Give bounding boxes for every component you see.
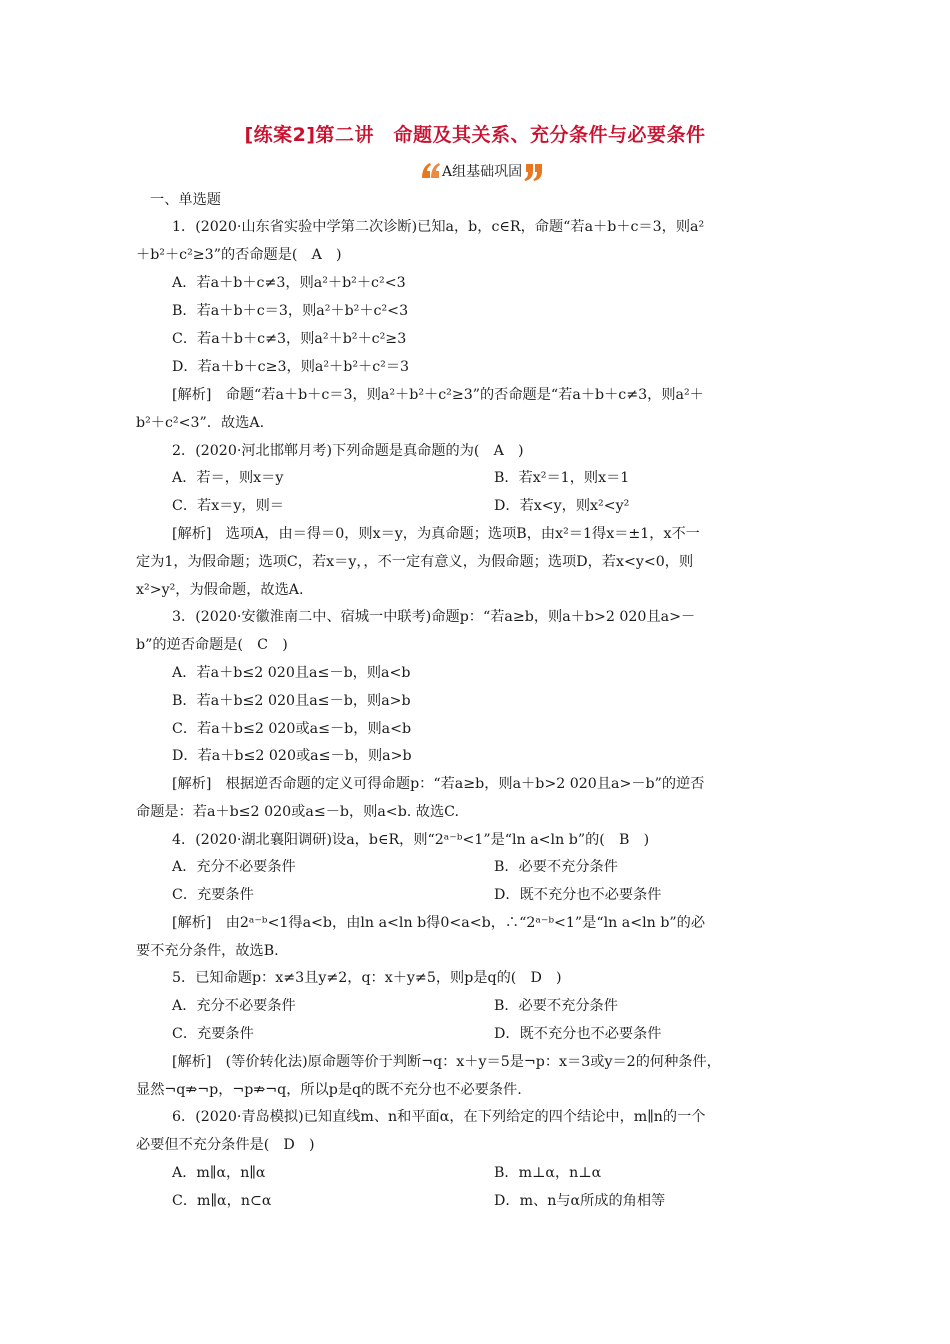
text-line: D．若a＋b≤2 020或a≤－b，则a>b bbox=[172, 748, 412, 764]
text-line: C．充要条件 bbox=[172, 1026, 254, 1042]
text-line: A．充分不必要条件 bbox=[172, 998, 296, 1014]
text-line: ＋b²＋c²≥3”的否命题是( A ) bbox=[136, 247, 342, 263]
text-line: C．m∥α，n⊂α bbox=[172, 1193, 272, 1209]
text-line: B．必要不充分条件 bbox=[494, 859, 618, 875]
text-line: b”的逆否命题是( C ) bbox=[136, 637, 288, 653]
open-quote-icon bbox=[420, 160, 440, 182]
text-line: [解析] 根据逆否命题的定义可得命题p：“若a≥b，则a＋b>2 020且a>－b”的逆否 bbox=[172, 776, 705, 792]
text-line: [解析] 由2ᵃ⁻ᵇ<1得a<b，由ln a<ln b得0<a<b，∴“2ᵃ⁻ᵇ<1”是“ln a<ln b”的必 bbox=[172, 915, 706, 931]
text-line: 命题是：若a＋b≤2 020或a≤－b，则a<b. 故选C. bbox=[136, 804, 460, 820]
section-badge bbox=[420, 158, 544, 184]
text-line: D．若a＋b＋c≥3，则a²＋b²＋c²＝3 bbox=[172, 359, 410, 375]
text-line: D．若x<y，则x²<y² bbox=[494, 498, 630, 514]
text-line: A．m∥α，n∥α bbox=[172, 1165, 266, 1181]
text-line: b²＋c²<3”．故选A. bbox=[136, 415, 265, 431]
text-line: B．必要不充分条件 bbox=[494, 998, 618, 1014]
text-line: x²>y²，为假命题，故选A. bbox=[136, 582, 304, 598]
text-line: A．若a＋b＋c≠3，则a²＋b²＋c²<3 bbox=[172, 275, 406, 291]
text-line: A．充分不必要条件 bbox=[172, 859, 296, 875]
text-line: [解析] (等价转化法)原命题等价于判断¬q：x＋y＝5是¬p：x＝3或y＝2的何种条件， bbox=[172, 1054, 721, 1070]
text-line: B．若x²＝1，则x＝1 bbox=[494, 470, 630, 486]
text-line: B．若a＋b≤2 020且a≤－b，则a>b bbox=[172, 693, 411, 709]
close-quote-icon bbox=[524, 160, 544, 182]
text-line: 1．(2020·山东省实验中学第二次诊断)已知a，b，c∈R，命题“若a＋b＋c＝3，则a² bbox=[172, 219, 705, 235]
text-line: D．既不充分也不必要条件 bbox=[494, 1026, 662, 1042]
text-line: 必要但不充分条件是( D ) bbox=[136, 1137, 315, 1153]
text-line: C．充要条件 bbox=[172, 887, 254, 903]
text-line: 4．(2020·湖北襄阳调研)设a，b∈R，则“2ᵃ⁻ᵇ<1”是“ln a<ln b”的( B ) bbox=[172, 832, 650, 848]
text-line: D．m、n与α所成的角相等 bbox=[494, 1193, 666, 1209]
text-line: C．若x＝y，则＝ bbox=[172, 498, 284, 514]
text-line: 一、单选题 bbox=[150, 192, 221, 208]
text-line: 2．(2020·河北邯郸月考)下列命题是真命题的为( A ) bbox=[172, 443, 524, 459]
text-line: 6．(2020·青岛模拟)已知直线m、n和平面α，在下列给定的四个结论中，m∥n的一个 bbox=[172, 1109, 706, 1125]
badge-label: A组基础巩固 bbox=[442, 164, 523, 180]
text-line: [解析] 选项A，由＝得＝0，则x＝y，为真命题；选项B，由x²＝1得x＝±1，x不一 bbox=[172, 526, 700, 542]
text-line: B．若a＋b＋c＝3，则a²＋b²＋c²<3 bbox=[172, 303, 409, 319]
text-line: 要不充分条件，故选B. bbox=[136, 943, 279, 959]
text-line: B．m⊥α，n⊥α bbox=[494, 1165, 602, 1181]
page-title: [练案2]第二讲 命题及其关系、充分条件与必要条件 bbox=[244, 124, 706, 146]
text-line: 3．(2020·安徽淮南二中、宿城一中联考)命题p：“若a≥b，则a＋b>2 020且a>－ bbox=[172, 609, 696, 625]
text-line: A．若＝，则x＝y bbox=[172, 470, 284, 486]
text-line: D．既不充分也不必要条件 bbox=[494, 887, 662, 903]
text-line: [解析] 命题“若a＋b＋c＝3，则a²＋b²＋c²≥3”的否命题是“若a＋b＋c≠3，则a²＋ bbox=[172, 387, 704, 403]
text-line: C．若a＋b≤2 020或a≤－b，则a<b bbox=[172, 721, 412, 737]
text-line: C．若a＋b＋c≠3，则a²＋b²＋c²≥3 bbox=[172, 331, 407, 347]
text-line: 定为1，为假命题；选项C，若x＝y，，不一定有意义，为假命题；选项D，若x<y<0，则 bbox=[136, 554, 694, 570]
text-line: 5．已知命题p：x≠3且y≠2，q：x＋y≠5，则p是q的( D ) bbox=[172, 970, 562, 986]
text-line: A．若a＋b≤2 020且a≤－b，则a<b bbox=[172, 665, 411, 681]
text-line: 显然¬q⇏¬p，¬p⇏¬q，所以p是q的既不充分也不必要条件. bbox=[136, 1082, 522, 1098]
